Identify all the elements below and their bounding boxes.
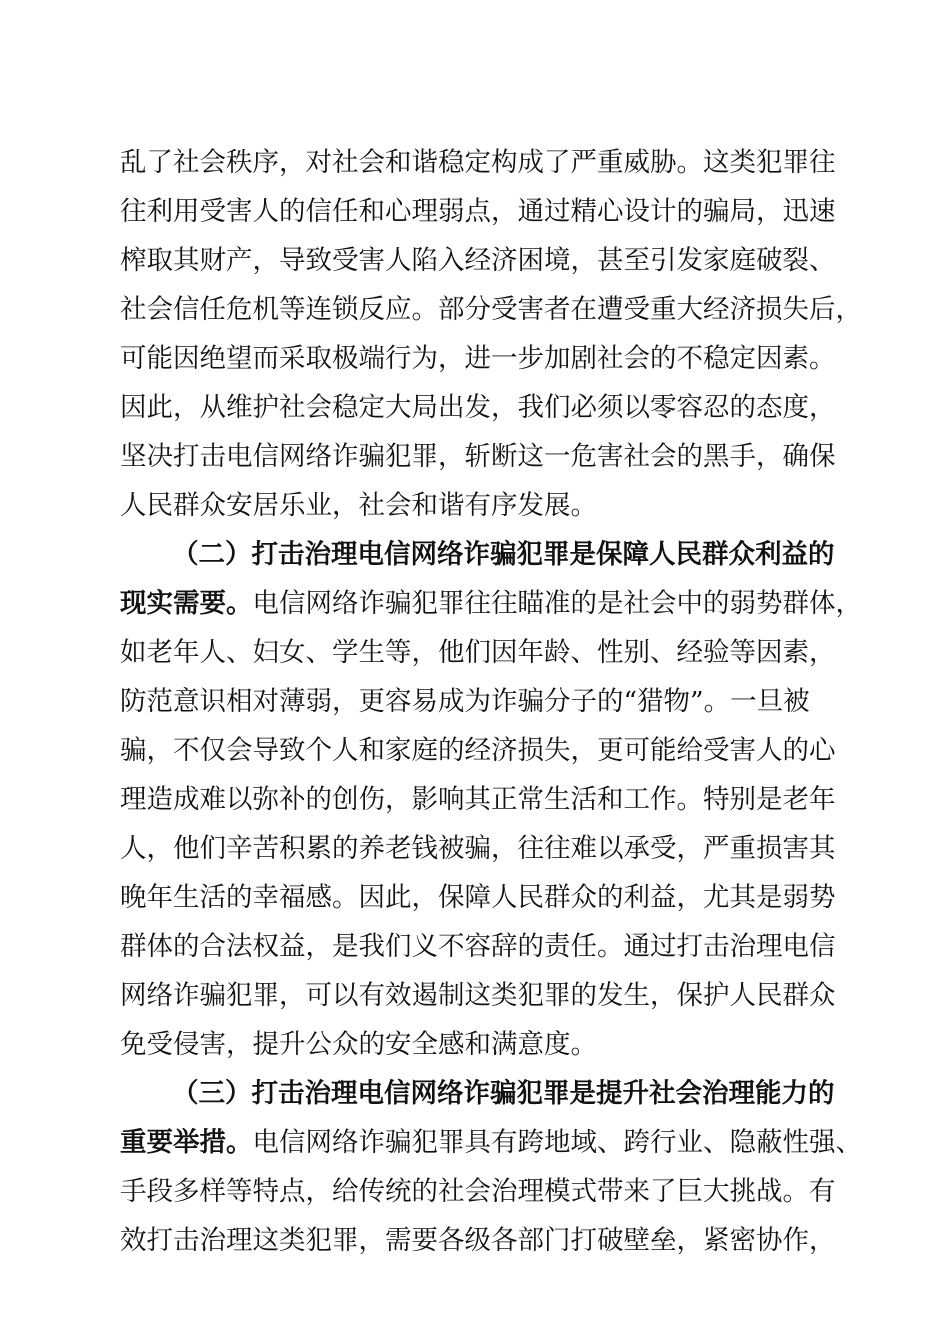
paragraph-line: 往利用受害人的信任和心理弱点，通过精心设计的骗局，迅速 xyxy=(120,196,836,227)
paragraph-line: 如老年人、妇女、学生等，他们因年龄、性别、经验等因素， xyxy=(120,637,836,668)
paragraph-line: 防范意识相对薄弱，更容易成为诈骗分子的“猎物”。一旦被 xyxy=(120,686,810,717)
paragraph-line: 免受侵害，提升公众的安全感和满意度。 xyxy=(120,1029,597,1060)
section-heading-text: （三）打击治理电信网络诈骗犯罪是提升社会治理能力的 xyxy=(172,1078,835,1109)
paragraph-text: 电信网络诈骗犯罪具有跨地域、跨行业、隐蔽性强、 xyxy=(252,1127,862,1158)
paragraph-line: 效打击治理这类犯罪，需要各级各部门打破壁垒，紧密协作， xyxy=(120,1225,836,1256)
paragraph-line: 可能因绝望而采取极端行为，进一步加剧社会的不稳定因素。 xyxy=(120,343,836,374)
paragraph-line xyxy=(120,584,862,624)
paragraph-line: 晚年生活的幸福感。因此，保障人民群众的利益，尤其是弱势 xyxy=(120,882,836,913)
paragraph-line: 人民群众安居乐业，社会和谐有序发展。 xyxy=(120,490,597,521)
paragraph-line: 手段多样等特点，给传统的社会治理模式带来了巨大挑战。有 xyxy=(120,1176,836,1207)
section-heading xyxy=(172,535,835,575)
paragraph-line: 社会信任危机等连锁反应。部分受害者在遭受重大经济损失后， xyxy=(120,294,862,325)
section-heading-text: （二）打击治理电信网络诈骗犯罪是保障人民群众利益的 xyxy=(172,539,835,570)
paragraph-line: 骗，不仅会导致个人和家庭的经济损失，更可能给受害人的心 xyxy=(120,735,836,766)
section-heading xyxy=(172,1074,835,1114)
section-heading-text: 现实需要。 xyxy=(120,588,253,619)
paragraph-line: 人，他们辛苦积累的养老钱被骗，往往难以承受，严重损害其 xyxy=(120,833,836,864)
paragraph-line: 因此，从维护社会稳定大局出发，我们必须以零容忍的态度， xyxy=(120,392,836,423)
paragraph-line: 榨取其财产，导致受害人陷入经济困境，甚至引发家庭破裂、 xyxy=(120,245,836,276)
paragraph-line: 群体的合法权益，是我们义不容辞的责任。通过打击治理电信 xyxy=(120,931,836,962)
section-heading-text: 重要举措。 xyxy=(120,1127,253,1158)
paragraph-line: 坚决打击电信网络诈骗犯罪，斩断这一危害社会的黑手，确保 xyxy=(120,441,836,472)
paragraph-line: 理造成难以弥补的创伤，影响其正常生活和工作。特别是老年 xyxy=(120,784,836,815)
paragraph-line: 乱了社会秩序，对社会和谐稳定构成了严重威胁。这类犯罪往 xyxy=(120,147,836,178)
paragraph-line: 网络诈骗犯罪，可以有效遏制这类犯罪的发生，保护人民群众 xyxy=(120,980,836,1011)
paragraph-line xyxy=(120,1123,862,1163)
paragraph-text: 电信网络诈骗犯罪往往瞄准的是社会中的弱势群体， xyxy=(252,588,862,619)
